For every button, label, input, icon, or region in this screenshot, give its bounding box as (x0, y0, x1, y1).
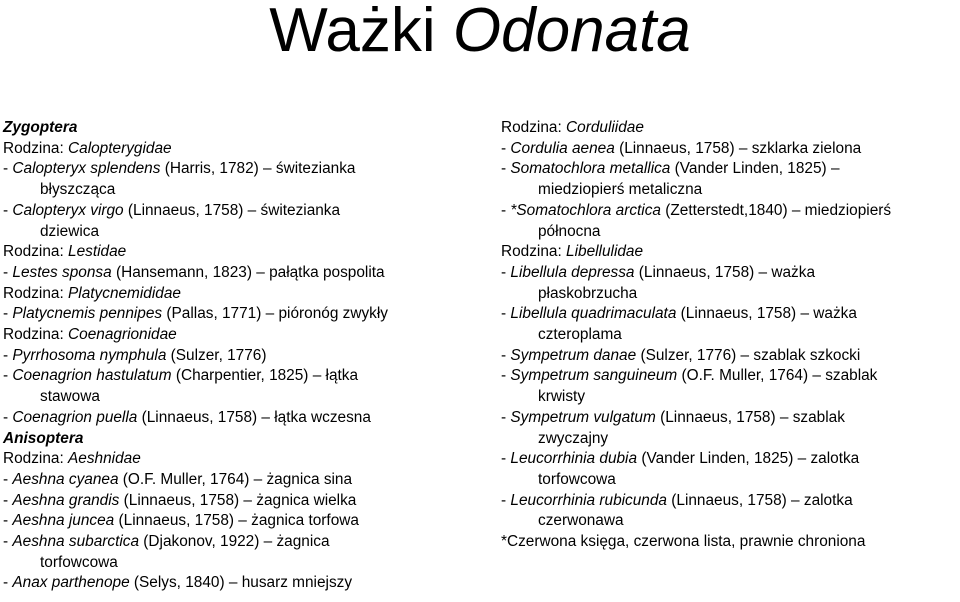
family-heading (3, 139, 458, 160)
species-details: (Linnaeus, 1758) – szklarka zielona (614, 139, 862, 157)
dash: - (3, 574, 13, 592)
dash: - (501, 201, 511, 219)
species-entry (501, 449, 958, 490)
dash: - (501, 263, 511, 281)
species-details: (Sulzer, 1776) – szablak szkocki (636, 346, 861, 364)
species-entry (3, 159, 458, 200)
species-latin: Anax parthenope (12, 574, 130, 592)
family-name: Corduliidae (566, 119, 644, 136)
species-entry (501, 304, 958, 345)
dash: - (3, 201, 13, 219)
family-heading (501, 118, 958, 139)
species-entry (3, 201, 458, 242)
dash: - (3, 491, 13, 509)
species-entry (501, 491, 958, 532)
family-name: Platycnemididae (68, 284, 181, 302)
family-name: Coenagrionidae (68, 326, 177, 344)
species-details: (Vander Linden, 1825) – zalotka (637, 450, 860, 468)
species-continuation: dziewica (40, 222, 100, 240)
species-details: (Selys, 1840) – husarz mniejszy (129, 574, 353, 592)
species-latin: Aeshna subarctica (12, 533, 140, 551)
species-details: (Hansemann, 1823) – pałątka pospolita (111, 263, 385, 281)
species-entry (501, 159, 958, 200)
family-heading (501, 242, 958, 263)
family-name: Lestidae (68, 243, 127, 261)
species-latin: Sympetrum danae (510, 346, 637, 364)
dash: - (3, 512, 13, 530)
species-entry (501, 366, 958, 407)
species-details: (Linnaeus, 1758) – żagnica torfowa (114, 512, 359, 530)
family-name: Calopterygidae (68, 139, 172, 157)
species-details: (Zetterstedt,1840) – miedziopierś (660, 201, 892, 219)
species-details: (Vander Linden, 1825) – (670, 160, 840, 178)
family-prefix: Rodzina: (3, 243, 69, 261)
species-continuation: stawowa (40, 388, 100, 406)
species-details: (Linnaeus, 1758) – łątka wczesna (137, 408, 371, 426)
species-continuation: płaskobrzucha (538, 284, 638, 302)
species-continuation: błyszcząca (40, 181, 116, 199)
dash: - (3, 305, 13, 323)
species-details: (Linnaeus, 1758) – żagnica wielka (119, 491, 357, 509)
family-prefix: Rodzina: (3, 450, 69, 468)
species-latin: Aeshna juncea (12, 512, 115, 530)
species-latin: Libellula quadrimaculata (510, 305, 677, 323)
species-entry (3, 491, 458, 512)
family-heading (3, 325, 458, 346)
species-latin: Leucorrhinia rubicunda (510, 491, 667, 509)
species-continuation: czerwonawa (538, 512, 624, 530)
species-details: (Djakonov, 1922) – żagnica (139, 533, 330, 551)
species-details: (Harris, 1782) – świtezianka (160, 160, 356, 178)
species-entry (501, 408, 958, 449)
species-latin: Libellula depressa (510, 263, 635, 281)
family-prefix: Rodzina: (3, 139, 69, 157)
species-entry (501, 263, 958, 304)
dash: - (501, 367, 511, 385)
species-entry (3, 366, 458, 407)
species-details: (O.F. Muller, 1764) – szablak (677, 367, 878, 385)
species-latin: Cordulia aenea (510, 139, 615, 157)
dash: - (3, 346, 13, 364)
species-details: (Sulzer, 1776) (166, 346, 267, 364)
dash: - (3, 160, 13, 178)
species-details: (Charpentier, 1825) – łątka (171, 367, 359, 385)
species-continuation: zwyczajny (538, 429, 609, 447)
order-heading-zygoptera: Zygoptera (3, 119, 78, 136)
family-prefix: Rodzina: (3, 326, 69, 344)
dash: - (501, 346, 511, 364)
species-entry (3, 573, 458, 594)
species-latin: Aeshna cyanea (12, 470, 119, 488)
species-entry (501, 201, 958, 242)
left-column (3, 118, 458, 594)
species-entry (3, 532, 458, 573)
dash: - (501, 491, 511, 509)
species-continuation: krwisty (538, 388, 586, 406)
species-latin: Lestes sponsa (12, 263, 112, 281)
family-prefix: Rodzina: (501, 243, 567, 261)
title-latin: Odonata (452, 0, 691, 65)
page-title (0, 0, 960, 65)
family-heading (3, 449, 458, 470)
species-continuation: czteroplama (538, 326, 622, 344)
species-entry (3, 470, 458, 491)
dash: - (501, 139, 511, 157)
dash: - (3, 533, 13, 551)
species-latin: Aeshna grandis (12, 491, 120, 509)
species-entry (3, 408, 458, 429)
dash: - (3, 408, 13, 426)
family-prefix: Rodzina: (3, 284, 69, 302)
footnote: *Czerwona księga, czerwona lista, prawnie chroniona (501, 533, 866, 551)
species-continuation: północna (538, 222, 601, 240)
species-latin: Calopteryx virgo (12, 201, 124, 219)
species-latin: Platycnemis pennipes (12, 305, 163, 323)
species-continuation: torfowcowa (40, 553, 118, 571)
species-continuation: torfowcowa (538, 470, 616, 488)
species-latin: Calopteryx splendens (12, 160, 161, 178)
species-entry (3, 511, 458, 532)
species-entry (501, 346, 958, 367)
species-latin: Coenagrion hastulatum (12, 367, 172, 385)
right-column (501, 118, 958, 553)
species-latin: Sympetrum vulgatum (510, 408, 656, 426)
species-entry (3, 346, 458, 367)
dash: - (3, 263, 13, 281)
dash: - (3, 367, 13, 385)
title-polish: Ważki (269, 0, 453, 65)
species-details: (Linnaeus, 1758) – ważka (676, 305, 857, 323)
species-entry (3, 304, 458, 325)
family-name: Libellulidae (566, 243, 644, 261)
order-heading-anisoptera: Anisoptera (3, 429, 84, 447)
species-latin: Leucorrhinia dubia (510, 450, 638, 468)
dash: - (501, 305, 511, 323)
dash: - (501, 160, 511, 178)
family-prefix: Rodzina: (501, 119, 567, 136)
species-latin: *Somatochlora arctica (510, 201, 661, 219)
family-heading (3, 284, 458, 305)
species-details: (Linnaeus, 1758) – ważka (634, 263, 816, 281)
species-entry (501, 139, 958, 160)
species-details: (Linnaeus, 1758) – szablak (655, 408, 845, 426)
species-continuation: miedziopierś metaliczna (538, 181, 703, 199)
species-entry (3, 263, 458, 284)
species-latin: Somatochlora metallica (510, 160, 671, 178)
dash: - (501, 450, 511, 468)
dash: - (501, 408, 511, 426)
species-details: (Pallas, 1771) – pióronóg zwykły (162, 305, 388, 323)
species-details: (O.F. Muller, 1764) – żagnica sina (118, 470, 353, 488)
species-latin: Pyrrhosoma nymphula (12, 346, 167, 364)
species-latin: Coenagrion puella (12, 408, 138, 426)
species-latin: Sympetrum sanguineum (510, 367, 678, 385)
family-name: Aeshnidae (68, 450, 141, 468)
dash: - (3, 470, 13, 488)
family-heading (3, 242, 458, 263)
species-details: (Linnaeus, 1758) – zalotka (666, 491, 853, 509)
species-details: (Linnaeus, 1758) – świtezianka (123, 201, 341, 219)
